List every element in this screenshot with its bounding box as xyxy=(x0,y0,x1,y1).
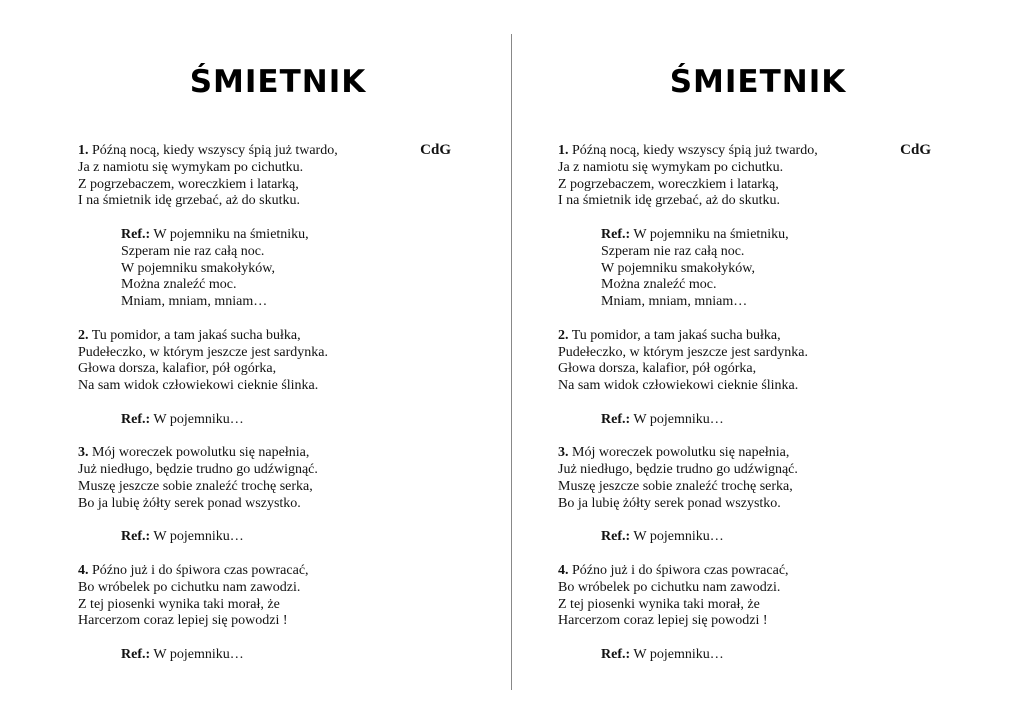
refrain xyxy=(558,227,958,311)
lyric-line xyxy=(78,613,478,630)
lyric-text: Ja z namiotu się wymykam po cichutku. xyxy=(78,159,304,175)
lyric-text: Z tej piosenki wynika taki morał, że xyxy=(558,596,760,612)
lyric-text: W pojemniku… xyxy=(153,646,244,662)
song-author: CdG xyxy=(900,142,931,158)
lyric-text: Pudełeczko, w którym jeszcze jest sardynka. xyxy=(78,344,328,360)
lyric-line xyxy=(601,277,958,294)
verse xyxy=(78,445,478,512)
lyric-text: Głowa dorsza, kalafior, pół ogórka, xyxy=(558,361,757,377)
lyric-line xyxy=(558,177,958,194)
lyric-text: Z pogrzebaczem, woreczkiem i latarką, xyxy=(78,176,299,192)
lyric-line xyxy=(558,378,958,395)
lyrics-body xyxy=(78,143,478,681)
lyric-text: Tu pomidor, a tam jakaś sucha bułka, xyxy=(571,327,781,343)
verse xyxy=(558,143,958,210)
lyric-line xyxy=(78,496,478,513)
lyric-text: Muszę jeszcze sobie znaleźć trochę serka, xyxy=(78,478,313,494)
lyric-text: Pudełeczko, w którym jeszcze jest sardynka. xyxy=(558,344,808,360)
lyric-text: Ja z namiotu się wymykam po cichutku. xyxy=(558,159,784,175)
refrain xyxy=(78,529,478,546)
lyric-line xyxy=(558,613,958,630)
lyric-text: Z pogrzebaczem, woreczkiem i latarką, xyxy=(558,176,779,192)
verse-number: 3. xyxy=(558,445,569,461)
lyric-line xyxy=(121,647,478,664)
lyric-text: Z tej piosenki wynika taki morał, że xyxy=(78,596,280,612)
lyric-line xyxy=(558,496,958,513)
lyric-text: Bo wróbelek po cichutku nam zawodzi. xyxy=(558,579,781,595)
lyric-line xyxy=(78,445,478,462)
verse-number: 4. xyxy=(78,562,89,578)
lyric-line xyxy=(121,412,478,429)
verse xyxy=(78,143,478,210)
lyric-line xyxy=(558,345,958,362)
lyric-text: Można znaleźć moc. xyxy=(601,277,717,293)
lyric-line xyxy=(558,462,958,479)
lyric-text: W pojemniku na śmietniku, xyxy=(153,226,309,242)
lyric-line xyxy=(558,563,958,580)
lyric-line xyxy=(601,529,958,546)
lyric-text: Późno już i do śpiwora czas powracać, xyxy=(572,562,789,578)
lyric-text: Późno już i do śpiwora czas powracać, xyxy=(92,562,309,578)
lyrics-body xyxy=(558,143,958,681)
page-divider xyxy=(511,34,512,690)
refrain xyxy=(78,412,478,429)
lyric-text: Szperam nie raz całą noc. xyxy=(121,243,265,259)
lyric-line xyxy=(78,563,478,580)
lyric-text: Muszę jeszcze sobie znaleźć trochę serka, xyxy=(558,478,793,494)
lyric-text: I na śmietnik idę grzebać, aż do skutku. xyxy=(558,193,780,209)
verse xyxy=(558,563,958,630)
lyric-text: Szperam nie raz całą noc. xyxy=(601,243,745,259)
verse xyxy=(558,445,958,512)
lyric-text: Bo ja lubię żółty serek ponad wszystko. xyxy=(558,495,781,511)
lyric-line xyxy=(558,160,958,177)
refrain-label: Ref.: xyxy=(121,529,151,545)
lyric-line xyxy=(78,462,478,479)
lyric-text: Bo ja lubię żółty serek ponad wszystko. xyxy=(78,495,301,511)
lyric-text: W pojemniku na śmietniku, xyxy=(633,226,789,242)
lyric-line xyxy=(78,160,478,177)
lyric-text: W pojemniku… xyxy=(633,646,724,662)
refrain xyxy=(558,412,958,429)
lyric-line xyxy=(78,177,478,194)
lyric-line xyxy=(121,294,478,311)
song-title: ŚMIETNIK xyxy=(189,64,367,100)
lyric-text: Późną nocą, kiedy wszyscy śpią już twardo, xyxy=(572,143,818,158)
refrain-label: Ref.: xyxy=(601,411,631,427)
lyric-line xyxy=(601,244,958,261)
refrain-label: Ref.: xyxy=(121,226,151,242)
lyric-line xyxy=(78,193,478,210)
lyric-text: W pojemniku smakołyków, xyxy=(121,260,275,276)
verse-number: 3. xyxy=(78,445,89,461)
lyric-text: Harcerzom coraz lepiej się powodzi ! xyxy=(78,613,288,629)
refrain-label: Ref.: xyxy=(601,226,631,242)
lyric-text: Już niedługo, będzie trudno go udźwignąć. xyxy=(558,462,798,478)
lyric-text: I na śmietnik idę grzebać, aż do skutku. xyxy=(78,193,300,209)
lyric-text: Tu pomidor, a tam jakaś sucha bułka, xyxy=(91,327,301,343)
lyric-line xyxy=(78,580,478,597)
refrain xyxy=(78,227,478,311)
lyric-text: W pojemniku… xyxy=(153,529,244,545)
lyric-text: Głowa dorsza, kalafior, pół ogórka, xyxy=(78,361,277,377)
verse xyxy=(558,328,958,395)
lyric-text: W pojemniku… xyxy=(633,411,724,427)
verse-number: 4. xyxy=(558,562,569,578)
lyric-line xyxy=(121,261,478,278)
verse xyxy=(78,328,478,395)
song-sheet-left xyxy=(78,0,478,724)
lyric-line xyxy=(121,227,478,244)
lyric-text: Harcerzom coraz lepiej się powodzi ! xyxy=(558,613,768,629)
lyric-text: W pojemniku smakołyków, xyxy=(601,260,755,276)
lyric-line xyxy=(121,277,478,294)
lyric-line xyxy=(78,143,478,160)
lyric-line xyxy=(558,328,958,345)
lyric-line xyxy=(558,193,958,210)
refrain xyxy=(558,529,958,546)
lyric-text: Na sam widok człowiekowi cieknie ślinka. xyxy=(558,378,799,394)
lyric-line xyxy=(558,580,958,597)
lyric-text: W pojemniku… xyxy=(153,411,244,427)
lyric-text: Na sam widok człowiekowi cieknie ślinka. xyxy=(78,378,319,394)
lyric-text: Mniam, mniam, mniam… xyxy=(601,294,748,310)
song-author: CdG xyxy=(420,142,451,158)
lyric-text: Mój woreczek powolutku się napełnia, xyxy=(92,445,310,461)
lyric-text: Mniam, mniam, mniam… xyxy=(121,294,268,310)
lyric-line xyxy=(121,529,478,546)
lyric-line xyxy=(78,345,478,362)
lyric-line xyxy=(78,597,478,614)
lyric-line xyxy=(558,143,958,160)
song-sheet-right xyxy=(558,0,958,724)
refrain-label: Ref.: xyxy=(121,646,151,662)
refrain-label: Ref.: xyxy=(601,646,631,662)
verse xyxy=(78,563,478,630)
lyric-text: Bo wróbelek po cichutku nam zawodzi. xyxy=(78,579,301,595)
lyric-line xyxy=(558,479,958,496)
lyric-text: Mój woreczek powolutku się napełnia, xyxy=(572,445,790,461)
lyric-text: Już niedługo, będzie trudno go udźwignąć. xyxy=(78,462,318,478)
song-title: ŚMIETNIK xyxy=(669,64,847,100)
lyric-line xyxy=(558,445,958,462)
verse-number: 2. xyxy=(78,327,89,343)
verse-number: 2. xyxy=(558,327,569,343)
refrain-label: Ref.: xyxy=(121,411,151,427)
verse-number: 1. xyxy=(558,143,569,158)
refrain xyxy=(558,647,958,664)
lyric-line xyxy=(601,647,958,664)
lyric-line xyxy=(601,294,958,311)
lyric-line xyxy=(558,361,958,378)
lyric-line xyxy=(78,479,478,496)
lyric-text: Późną nocą, kiedy wszyscy śpią już twardo, xyxy=(92,143,338,158)
lyric-line xyxy=(601,261,958,278)
lyric-line xyxy=(78,378,478,395)
lyric-line xyxy=(78,361,478,378)
lyric-text: Można znaleźć moc. xyxy=(121,277,237,293)
lyric-line xyxy=(121,244,478,261)
lyric-text: W pojemniku… xyxy=(633,529,724,545)
lyric-line xyxy=(558,597,958,614)
verse-number: 1. xyxy=(78,143,89,158)
lyric-line xyxy=(601,412,958,429)
lyric-line xyxy=(78,328,478,345)
refrain-label: Ref.: xyxy=(601,529,631,545)
refrain xyxy=(78,647,478,664)
lyric-line xyxy=(601,227,958,244)
